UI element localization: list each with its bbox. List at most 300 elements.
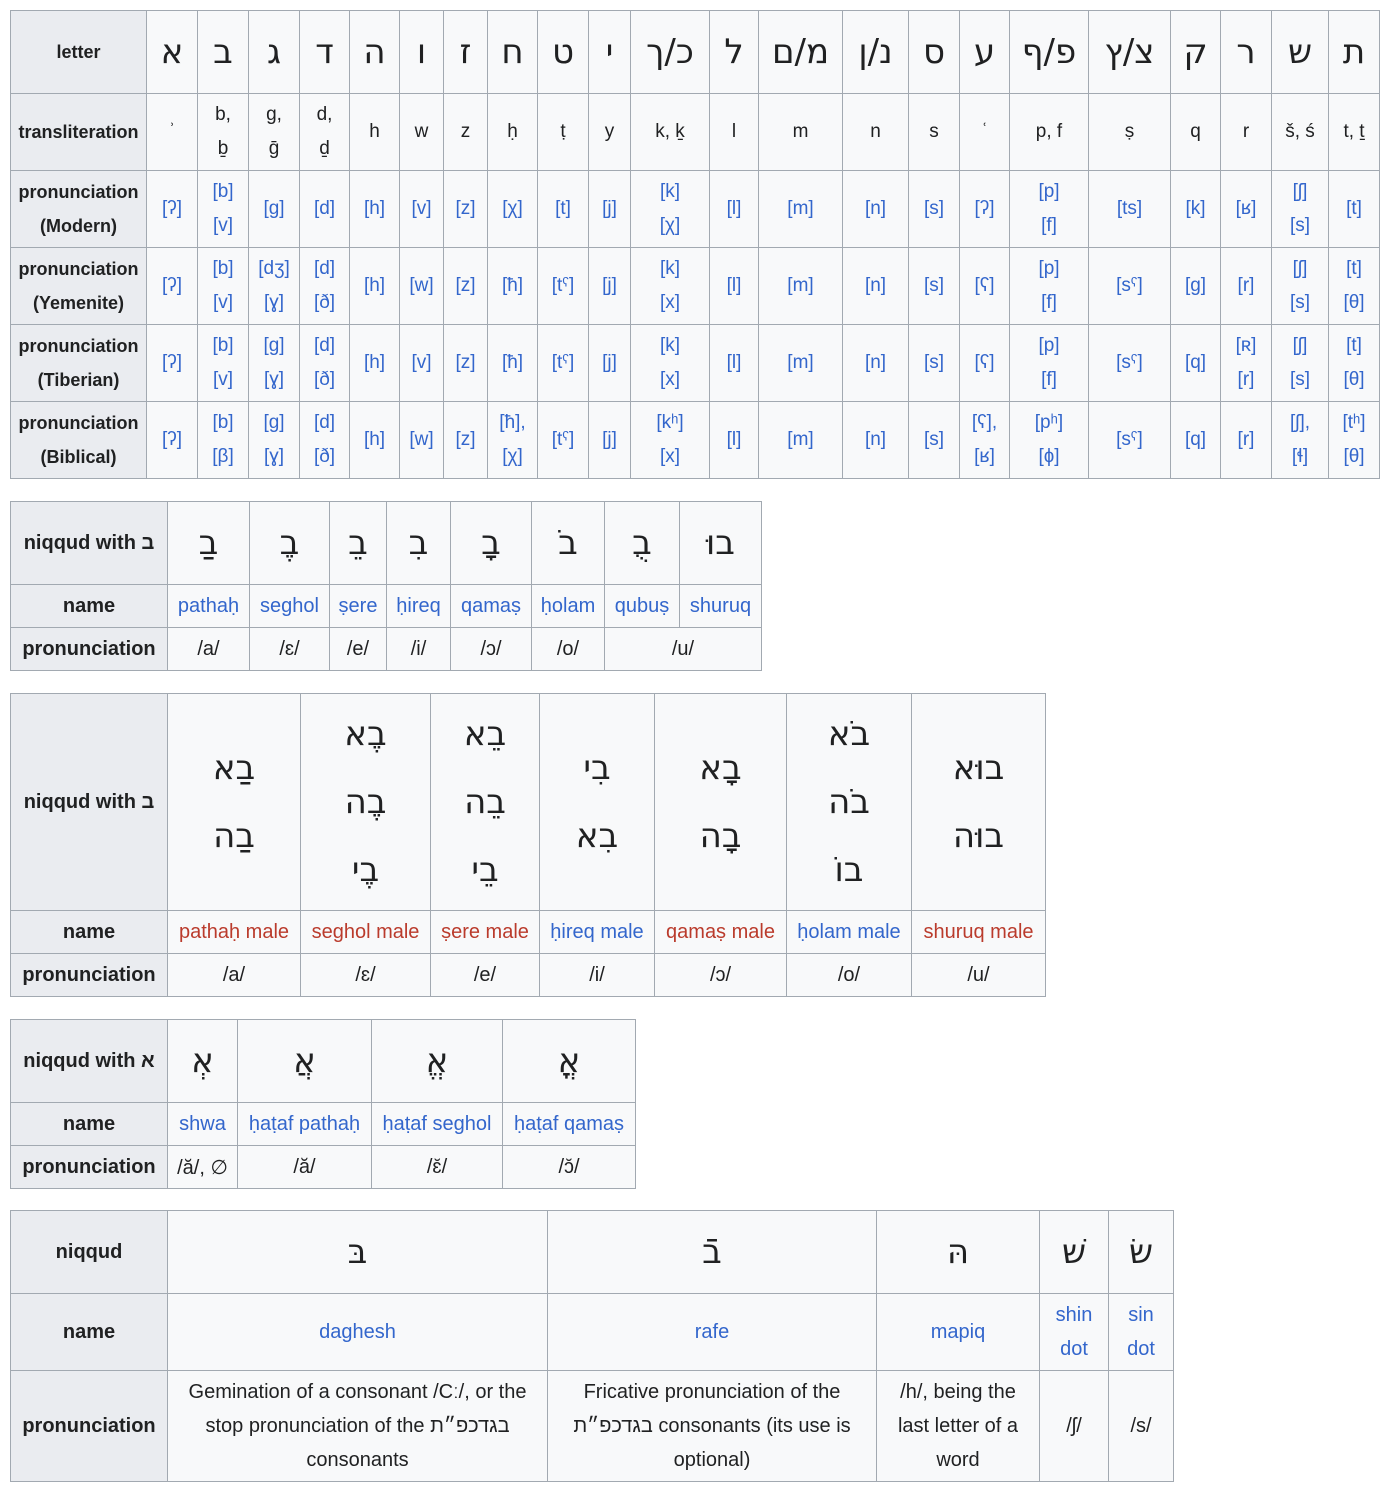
letter-cell: ח xyxy=(488,11,538,94)
niqqud-glyph: בֿ xyxy=(548,1211,877,1294)
cell-line[interactable]: [tʰ] xyxy=(1342,412,1366,433)
letter-cell: ו xyxy=(400,11,444,94)
transliteration-cell xyxy=(400,94,444,171)
row-label-transliteration: transliteration xyxy=(11,94,147,171)
modern-ipa-cell[interactable] xyxy=(1010,171,1089,248)
cell-line[interactable]: [s] xyxy=(1289,292,1311,313)
vowel-name-link[interactable]: ḥaṭaf seghol xyxy=(372,1103,503,1146)
tiberian-ipa-cell[interactable] xyxy=(631,325,710,402)
cell-line[interactable]: [sˤ] xyxy=(1116,429,1143,450)
cell-line[interactable]: [ʃ] xyxy=(1292,258,1308,279)
cell-line[interactable]: [ɬ] xyxy=(1291,446,1309,467)
cell-line[interactable]: [m] xyxy=(787,429,814,450)
cell-line[interactable]: [n] xyxy=(864,198,887,219)
cell-line[interactable]: [f] xyxy=(1041,292,1057,313)
biblical-ipa-cell[interactable] xyxy=(759,402,843,479)
cell-line: בוּה xyxy=(952,816,1005,856)
cell-line[interactable]: [z] xyxy=(455,429,476,450)
mark-name-link[interactable] xyxy=(877,1294,1040,1371)
niqqud-glyph: שׁ xyxy=(1040,1211,1109,1294)
cell-line[interactable]: [tˤ] xyxy=(551,275,575,296)
vowel-name-link[interactable]: qamaṣ male xyxy=(655,911,787,954)
niqqud-glyph: אְ xyxy=(168,1020,238,1103)
cell-line[interactable]: [ɣ] xyxy=(263,369,285,390)
tiberian-ipa-cell[interactable] xyxy=(960,325,1010,402)
cell-line[interactable]: [sˤ] xyxy=(1116,275,1143,296)
cell-line[interactable]: rafe xyxy=(694,1321,730,1343)
cell-line[interactable]: mapiq xyxy=(930,1321,986,1343)
biblical-ipa-cell[interactable] xyxy=(1221,402,1272,479)
cell-line[interactable]: [t] xyxy=(1346,258,1362,279)
modern-ipa-cell[interactable] xyxy=(909,171,960,248)
yemenite-row xyxy=(11,248,1380,325)
modern-ipa-cell[interactable] xyxy=(1329,171,1380,248)
mark-name-link[interactable] xyxy=(1040,1294,1109,1371)
biblical-ipa-cell[interactable] xyxy=(350,402,400,479)
cell-line[interactable]: [s] xyxy=(923,352,945,373)
cell-line[interactable]: [b] xyxy=(212,335,234,356)
biblical-ipa-cell[interactable] xyxy=(1089,402,1171,479)
cell-line[interactable]: [z] xyxy=(455,352,476,373)
yemenite-ipa-cell[interactable] xyxy=(300,248,350,325)
modern-ipa-cell[interactable] xyxy=(249,171,300,248)
cell-line[interactable]: [θ] xyxy=(1343,369,1365,390)
yemenite-ipa-cell[interactable] xyxy=(249,248,300,325)
cell-line[interactable]: [θ] xyxy=(1343,446,1365,467)
cell-line[interactable]: [χ] xyxy=(502,198,523,219)
cell-line[interactable]: [sˤ] xyxy=(1116,352,1143,373)
vowel-pronunciation: /ɛ̆/ xyxy=(372,1146,503,1189)
mark-name-link[interactable] xyxy=(1109,1294,1174,1371)
cell-line[interactable]: [x] xyxy=(659,292,681,313)
vowel-name-link[interactable]: qubuṣ xyxy=(605,585,680,628)
cell-line[interactable]: [l] xyxy=(726,429,742,450)
cell-line[interactable]: [ʔ] xyxy=(161,429,183,450)
tiberian-ipa-cell[interactable] xyxy=(1329,325,1380,402)
cell-line[interactable]: [ɸ] xyxy=(1038,446,1060,467)
modern-ipa-cell[interactable] xyxy=(147,171,198,248)
cell-line[interactable]: [w] xyxy=(409,275,434,296)
transliteration-cell xyxy=(350,94,400,171)
modern-ipa-cell[interactable] xyxy=(843,171,909,248)
cell-line[interactable]: [ħ] xyxy=(501,275,524,296)
cell-line[interactable]: [v] xyxy=(212,215,234,236)
transliteration-cell xyxy=(843,94,909,171)
tiberian-ipa-cell[interactable] xyxy=(759,325,843,402)
cell-line[interactable]: dot xyxy=(1060,1338,1088,1360)
cell-line[interactable]: [z] xyxy=(455,275,476,296)
cell-line[interactable]: [m] xyxy=(787,275,814,296)
cell-line[interactable]: [s] xyxy=(923,275,945,296)
vowel-pronunciation: /i/ xyxy=(387,628,451,671)
row-label-pronunciation: pronunciation xyxy=(11,1146,168,1189)
cell-line: w xyxy=(414,121,429,142)
niqqud-glyph: בָ xyxy=(451,502,532,585)
name-row xyxy=(11,1294,1174,1371)
vowel-name-link[interactable]: shuruq male xyxy=(912,911,1046,954)
letter-cell: ב xyxy=(198,11,249,94)
cell-line[interactable]: [v] xyxy=(212,292,234,313)
cell-line[interactable]: [s] xyxy=(1289,215,1311,236)
cell-line[interactable]: [ʔ] xyxy=(974,198,995,219)
biblical-ipa-cell[interactable] xyxy=(909,402,960,479)
niqqud-glyph: בוּ xyxy=(680,502,762,585)
vowel-pronunciation: /e/ xyxy=(330,628,387,671)
cell-line[interactable]: [v] xyxy=(212,369,234,390)
row-label-name: name xyxy=(11,1103,168,1146)
cell-line[interactable]: [ɣ] xyxy=(263,446,285,467)
tiberian-ipa-cell[interactable] xyxy=(1221,325,1272,402)
letter-row xyxy=(11,11,1380,94)
cell-line[interactable]: [r] xyxy=(1237,429,1255,450)
transliteration-cell xyxy=(589,94,631,171)
modern-ipa-cell[interactable] xyxy=(1272,171,1329,248)
cell-line[interactable]: [l] xyxy=(726,275,742,296)
cell-line: b, xyxy=(215,104,231,125)
yemenite-ipa-cell[interactable] xyxy=(1010,248,1089,325)
cell-line: בֵא xyxy=(463,714,507,754)
cell-line[interactable]: [h] xyxy=(363,198,386,219)
cell-line[interactable]: [n] xyxy=(864,352,887,373)
cell-line[interactable]: [l] xyxy=(726,198,742,219)
cell-line[interactable]: [dʒ] xyxy=(258,258,290,279)
cell-line[interactable]: [ħ] xyxy=(501,352,524,373)
biblical-ipa-cell[interactable] xyxy=(710,402,759,479)
cell-line[interactable]: [k] xyxy=(659,181,681,202)
cell-line[interactable]: [n] xyxy=(864,275,887,296)
vowel-name-link[interactable]: ḥolam xyxy=(532,585,605,628)
niqqud-glyph xyxy=(655,694,787,911)
vowel-name-link[interactable]: seghol male xyxy=(301,911,431,954)
cell-line: בַא xyxy=(212,748,256,788)
tiberian-ipa-cell[interactable] xyxy=(589,325,631,402)
niqqud-glyph xyxy=(168,694,301,911)
tiberian-ipa-cell[interactable] xyxy=(538,325,589,402)
biblical-ipa-cell[interactable] xyxy=(589,402,631,479)
modern-ipa-cell[interactable] xyxy=(1171,171,1221,248)
cell-line: ṣ xyxy=(1124,121,1135,142)
vowel-name-link[interactable]: pathaḥ male xyxy=(168,911,301,954)
tiberian-ipa-cell[interactable] xyxy=(147,325,198,402)
cell-line[interactable]: [ʔ] xyxy=(161,275,183,296)
modern-ipa-cell[interactable] xyxy=(1089,171,1171,248)
vowel-name-link[interactable]: ḥaṭaf qamaṣ xyxy=(503,1103,636,1146)
biblical-ipa-cell[interactable] xyxy=(631,402,710,479)
cell-line[interactable]: [ʕ], xyxy=(971,412,998,433)
cell-line[interactable]: [t] xyxy=(1346,335,1362,356)
modern-ipa-cell[interactable] xyxy=(488,171,538,248)
cell-line[interactable]: [ɣ] xyxy=(263,292,285,313)
cell-line[interactable]: [h] xyxy=(363,275,386,296)
letter-cell: ז xyxy=(444,11,488,94)
cell-line: k, ḵ xyxy=(655,121,685,142)
modern-ipa-cell[interactable] xyxy=(589,171,631,248)
cell-line: g, xyxy=(266,104,282,125)
cell-line[interactable]: [r] xyxy=(1237,369,1255,390)
tiberian-ipa-cell[interactable] xyxy=(400,325,444,402)
cell-line: y xyxy=(604,121,615,142)
yemenite-ipa-cell[interactable] xyxy=(843,248,909,325)
cell-line[interactable]: [z] xyxy=(455,198,476,219)
yemenite-ipa-cell[interactable] xyxy=(147,248,198,325)
cell-line[interactable]: sin xyxy=(1128,1304,1154,1326)
vowel-name-link[interactable]: ṣere male xyxy=(431,911,540,954)
tiberian-ipa-cell[interactable] xyxy=(488,325,538,402)
cell-line[interactable]: [j] xyxy=(602,352,617,373)
modern-ipa-cell[interactable] xyxy=(538,171,589,248)
cell-line[interactable]: [f] xyxy=(1041,215,1057,236)
row-label-pronunciation: pronunciation xyxy=(11,1371,168,1482)
mark-pronunciation: /h/, being the last letter of a word xyxy=(877,1371,1040,1482)
tiberian-ipa-cell[interactable] xyxy=(843,325,909,402)
modern-ipa-cell[interactable] xyxy=(960,171,1010,248)
yemenite-ipa-cell[interactable] xyxy=(631,248,710,325)
vowel-name-link[interactable]: ḥaṭaf pathaḥ xyxy=(238,1103,372,1146)
vowel-name-link[interactable]: ḥireq male xyxy=(540,911,655,954)
cell-line[interactable]: [ʁ] xyxy=(1235,198,1257,219)
cell-line[interactable]: dot xyxy=(1127,1338,1155,1360)
biblical-ipa-cell[interactable] xyxy=(147,402,198,479)
cell-line[interactable]: [f] xyxy=(1041,369,1057,390)
yemenite-ipa-cell[interactable] xyxy=(710,248,759,325)
biblical-ipa-cell[interactable] xyxy=(960,402,1010,479)
cell-line[interactable]: [ħ], xyxy=(499,412,526,433)
biblical-ipa-cell[interactable] xyxy=(1329,402,1380,479)
biblical-ipa-cell[interactable] xyxy=(1272,402,1329,479)
cell-line[interactable]: [p] xyxy=(1038,258,1060,279)
mark-name-link[interactable] xyxy=(548,1294,877,1371)
transliteration-cell xyxy=(444,94,488,171)
biblical-ipa-cell[interactable] xyxy=(249,402,300,479)
cell-line[interactable]: [v] xyxy=(411,352,432,373)
cell-line[interactable]: [n] xyxy=(864,429,887,450)
cell-line[interactable]: [s] xyxy=(1289,369,1311,390)
vowel-name-link[interactable]: ḥolam male xyxy=(787,911,912,954)
biblical-row xyxy=(11,402,1380,479)
tiberian-ipa-cell[interactable] xyxy=(300,325,350,402)
vowel-pronunciation: /ɛ/ xyxy=(301,954,431,997)
cell-line[interactable]: [g] xyxy=(1184,275,1207,296)
yemenite-ipa-cell[interactable] xyxy=(538,248,589,325)
transliteration-cell xyxy=(198,94,249,171)
cell-line[interactable]: [tˤ] xyxy=(551,429,575,450)
modern-ipa-cell[interactable] xyxy=(759,171,843,248)
cell-line: בֹא xyxy=(827,714,871,754)
cell-line[interactable]: [v] xyxy=(411,198,432,219)
row-label-biblical: pronunciation (Biblical) xyxy=(11,402,147,479)
vowel-pronunciation: /a/ xyxy=(168,954,301,997)
modern-ipa-cell[interactable] xyxy=(710,171,759,248)
cell-line[interactable]: [q] xyxy=(1184,429,1207,450)
cell-line[interactable]: daghesh xyxy=(319,1321,396,1343)
cell-line[interactable]: [m] xyxy=(787,352,814,373)
yemenite-ipa-cell[interactable] xyxy=(960,248,1010,325)
biblical-ipa-cell[interactable] xyxy=(300,402,350,479)
cell-line[interactable]: [b] xyxy=(212,181,234,202)
cell-line[interactable]: [ʃ], xyxy=(1289,412,1311,433)
tiberian-ipa-cell[interactable] xyxy=(909,325,960,402)
cell-line[interactable]: [h] xyxy=(363,352,386,373)
cell-line[interactable]: [ʕ] xyxy=(974,352,995,373)
tiberian-ipa-cell[interactable] xyxy=(198,325,249,402)
cell-line[interactable]: [t] xyxy=(555,198,571,219)
cell-line[interactable]: [ts] xyxy=(1116,198,1143,219)
cell-line: l xyxy=(731,121,737,142)
vowel-pronunciation: /ɔ/ xyxy=(655,954,787,997)
cell-line[interactable]: [ʔ] xyxy=(161,352,183,373)
cell-line[interactable]: [ð] xyxy=(313,292,336,313)
cell-line[interactable]: [ð] xyxy=(313,446,336,467)
cell-line[interactable]: [s] xyxy=(923,429,945,450)
cell-line[interactable]: [β] xyxy=(212,446,234,467)
niqqud-glyph xyxy=(540,694,655,911)
tiberian-ipa-cell[interactable] xyxy=(249,325,300,402)
yemenite-ipa-cell[interactable] xyxy=(1221,248,1272,325)
cell-line[interactable]: [x] xyxy=(659,446,681,467)
vowel-male-table xyxy=(10,693,1046,997)
tiberian-ipa-cell[interactable] xyxy=(444,325,488,402)
cell-line[interactable]: [m] xyxy=(787,198,814,219)
cell-line[interactable]: [t] xyxy=(1346,198,1362,219)
yemenite-ipa-cell[interactable] xyxy=(1089,248,1171,325)
cell-line[interactable]: [w] xyxy=(409,429,434,450)
transliteration-cell xyxy=(710,94,759,171)
yemenite-ipa-cell[interactable] xyxy=(444,248,488,325)
biblical-ipa-cell[interactable] xyxy=(400,402,444,479)
yemenite-ipa-cell[interactable] xyxy=(400,248,444,325)
letter-cell: ל xyxy=(710,11,759,94)
cell-line[interactable]: [q] xyxy=(1184,352,1207,373)
consonant-table xyxy=(10,10,1380,479)
yemenite-ipa-cell[interactable] xyxy=(1329,248,1380,325)
transliteration-cell xyxy=(1221,94,1272,171)
tiberian-ipa-cell[interactable] xyxy=(1171,325,1221,402)
modern-ipa-cell[interactable] xyxy=(631,171,710,248)
cell-line[interactable]: [ʀ] xyxy=(1235,335,1257,356)
letter-cell: צ/ץ xyxy=(1089,11,1171,94)
cell-line[interactable]: [ð] xyxy=(313,369,336,390)
cell-line[interactable]: [d] xyxy=(313,335,336,356)
modern-ipa-cell[interactable] xyxy=(198,171,249,248)
cell-line: ḏ xyxy=(319,138,330,159)
tiberian-ipa-cell[interactable] xyxy=(1089,325,1171,402)
yemenite-ipa-cell[interactable] xyxy=(350,248,400,325)
yemenite-ipa-cell[interactable] xyxy=(488,248,538,325)
cell-line[interactable]: [θ] xyxy=(1343,292,1365,313)
cell-line[interactable]: [ʔ] xyxy=(161,198,183,219)
vowel-pronunciation: /ă/, ∅ xyxy=(168,1146,238,1189)
cell-line[interactable]: [d] xyxy=(313,412,336,433)
cell-line[interactable]: [kʰ] xyxy=(656,412,684,433)
cell-line[interactable]: [k] xyxy=(1185,198,1206,219)
modern-ipa-cell[interactable] xyxy=(350,171,400,248)
cell-line[interactable]: [r] xyxy=(1237,275,1255,296)
modern-ipa-cell[interactable] xyxy=(1221,171,1272,248)
name-row xyxy=(11,585,762,628)
cell-line[interactable]: [s] xyxy=(923,198,945,219)
cell-line: בֹה xyxy=(828,782,870,822)
vowel-bet-table xyxy=(10,501,762,671)
cell-line: בֵי xyxy=(471,850,499,890)
biblical-ipa-cell[interactable] xyxy=(198,402,249,479)
yemenite-ipa-cell[interactable] xyxy=(1171,248,1221,325)
transliteration-cell xyxy=(1329,94,1380,171)
biblical-ipa-cell[interactable] xyxy=(1171,402,1221,479)
cell-line[interactable]: [g] xyxy=(263,198,285,219)
yemenite-ipa-cell[interactable] xyxy=(589,248,631,325)
yemenite-ipa-cell[interactable] xyxy=(198,248,249,325)
cell-line[interactable]: [k] xyxy=(659,258,681,279)
tiberian-ipa-cell[interactable] xyxy=(1010,325,1089,402)
yemenite-ipa-cell[interactable] xyxy=(909,248,960,325)
tiberian-ipa-cell[interactable] xyxy=(710,325,759,402)
cell-line: בוֹ xyxy=(834,850,864,890)
vowel-name-link[interactable]: ḥireq xyxy=(387,585,451,628)
mark-name-link[interactable] xyxy=(168,1294,548,1371)
cell-line[interactable]: [d] xyxy=(313,198,336,219)
cell-line: ṭ xyxy=(560,121,566,142)
biblical-ipa-cell[interactable] xyxy=(843,402,909,479)
cell-line[interactable]: [ʃ] xyxy=(1292,181,1308,202)
biblical-ipa-cell[interactable] xyxy=(538,402,589,479)
cell-line[interactable]: [χ] xyxy=(659,215,681,236)
cell-line[interactable]: [ʃ] xyxy=(1292,335,1308,356)
cell-line[interactable]: [ʁ] xyxy=(974,446,995,467)
cell-line[interactable]: [k] xyxy=(659,335,681,356)
tiberian-ipa-cell[interactable] xyxy=(1272,325,1329,402)
cell-line[interactable]: [χ] xyxy=(502,446,523,467)
tiberian-ipa-cell[interactable] xyxy=(350,325,400,402)
cell-line[interactable]: [d] xyxy=(313,258,336,279)
cell-line[interactable]: [p] xyxy=(1038,181,1060,202)
cell-line[interactable]: [pʰ] xyxy=(1034,412,1064,433)
vowel-name-link[interactable]: shwa xyxy=(168,1103,238,1146)
modern-ipa-cell[interactable] xyxy=(300,171,350,248)
biblical-ipa-cell[interactable] xyxy=(488,402,538,479)
cell-line[interactable]: shin xyxy=(1055,1304,1093,1326)
cell-line[interactable]: [h] xyxy=(363,429,386,450)
vowel-name-link[interactable]: ṣere xyxy=(330,585,387,628)
vowel-name-link[interactable]: seghol xyxy=(250,585,330,628)
cell-line[interactable]: [j] xyxy=(602,198,617,219)
row-label-pronunciation: pronunciation xyxy=(11,628,168,671)
cell-line[interactable]: [j] xyxy=(602,275,617,296)
biblical-ipa-cell[interactable] xyxy=(1010,402,1089,479)
vowel-name-link[interactable]: pathaḥ xyxy=(168,585,250,628)
cell-line[interactable]: [x] xyxy=(659,369,681,390)
transliteration-cell xyxy=(488,94,538,171)
cell-line[interactable]: [tˤ] xyxy=(551,352,575,373)
cell-line: ʿ xyxy=(981,121,988,142)
vowel-name-link[interactable]: qamaṣ xyxy=(451,585,532,628)
cell-line[interactable]: [l] xyxy=(726,352,742,373)
cell-line[interactable]: [ʕ] xyxy=(974,275,995,296)
cell-line[interactable]: [g] xyxy=(263,335,285,356)
cell-line[interactable]: [p] xyxy=(1038,335,1060,356)
modern-ipa-cell[interactable] xyxy=(444,171,488,248)
cell-line[interactable]: [g] xyxy=(263,412,285,433)
yemenite-ipa-cell[interactable] xyxy=(1272,248,1329,325)
modern-ipa-cell[interactable] xyxy=(400,171,444,248)
yemenite-ipa-cell[interactable] xyxy=(759,248,843,325)
niqqud-glyph: בֹ xyxy=(532,502,605,585)
cell-line[interactable]: [j] xyxy=(602,429,617,450)
niqqud-glyph: אֲ xyxy=(238,1020,372,1103)
cell-line[interactable]: [b] xyxy=(212,258,234,279)
vowel-name-link[interactable]: shuruq xyxy=(680,585,762,628)
biblical-ipa-cell[interactable] xyxy=(444,402,488,479)
cell-line[interactable]: [b] xyxy=(212,412,234,433)
